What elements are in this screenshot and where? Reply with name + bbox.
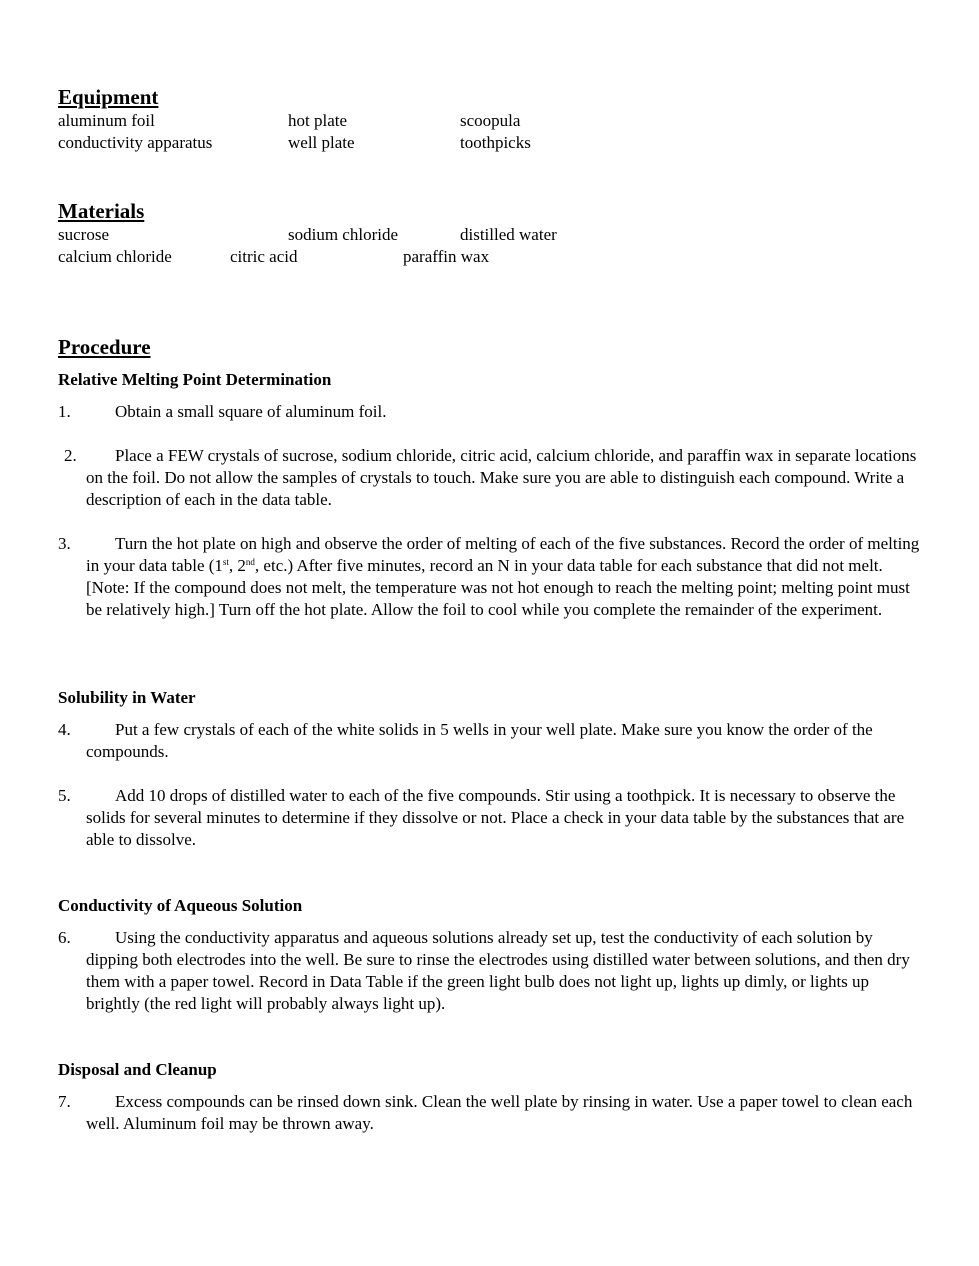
procedure-step [58,445,924,511]
step-number: 5. [58,786,71,805]
superscript: nd [245,557,255,567]
step-number: 7. [58,1092,71,1111]
section-title: Conductivity of Aqueous Solution [58,896,303,915]
equipment-item: hot plate [288,111,348,130]
material-item: paraffin wax [403,247,490,266]
material-item: distilled water [460,225,557,244]
step-number: 6. [58,928,71,947]
procedure-step [58,927,924,1015]
step-text: Put a few crystals of each of the white solids in 5 wells in your well plate. Make sure you know the order of the compounds. [86,720,873,761]
materials-heading: Materials [58,199,145,223]
step-number: 3. [58,534,71,553]
section-title: Solubility in Water [58,688,196,707]
equipment-item: aluminum foil [58,111,155,130]
step-number: 2. [64,446,77,465]
material-item: sodium chloride [288,225,399,244]
procedure-step [58,1091,924,1135]
material-item: citric acid [230,247,298,266]
equipment-item: toothpicks [460,133,531,152]
step-text: Add 10 drops of distilled water to each of the five compounds. Stir using a toothpick. It is necessary to observe the solids for several minutes to determine if they dissolve or not. Place a check in your data table by the substances that are able to dissolve. [86,786,905,849]
procedure-step [58,785,924,851]
superscript: st [222,557,229,567]
step-number: 4. [58,720,71,739]
equipment-item: well plate [288,133,355,152]
procedure-heading: Procedure [58,335,151,359]
step-text: Obtain a small square of aluminum foil. [115,402,387,421]
equipment-heading: Equipment [58,85,159,109]
procedure-step [58,401,924,423]
step-text: Place a FEW crystals of sucrose, sodium chloride, citric acid, calcium chloride, and paraffin wax in separate locations on the foil. Do not allow the samples of crystals to touch. Make sure you are able to distinguish each compound. Write a description of each in the data table. [86,446,917,509]
procedure-step [58,533,924,621]
section-title: Relative Melting Point Determination [58,370,332,389]
material-item: sucrose [58,225,109,244]
equipment-item: scoopula [460,111,521,130]
section-title: Disposal and Cleanup [58,1060,217,1079]
material-item: calcium chloride [58,247,172,266]
procedure-step [58,719,924,763]
step-number: 1. [58,402,71,421]
step-text: Excess compounds can be rinsed down sink. Clean the well plate by rinsing in water. Use a paper towel to clean each well. Aluminum foil may be thrown away. [86,1092,913,1133]
step-text: Turn the hot plate on high and observe the order of melting of each of the five substances. Record the order of melting in your data table (1st, 2nd, etc.) After five minutes, record an N in your data table for each substance that did not melt. [Note: If the compound does not melt, the temperature was not hot enough to reach the melting point; melting point must be relatively high.] Turn off the hot plate. Allow the foil to cool while you complete the remainder of the experiment. [86,534,920,619]
step-text: Using the conductivity apparatus and aqueous solutions already set up, test the conductivity of each solution by dipping both electrodes into the well. Be sure to rinse the electrodes using distilled water between solutions, and then dry them with a paper towel. Record in Data Table if the green light bulb does not light up, lights up dimly, or lights up brightly (the red light will probably always light up). [86,928,910,1013]
equipment-item: conductivity apparatus [58,133,213,152]
